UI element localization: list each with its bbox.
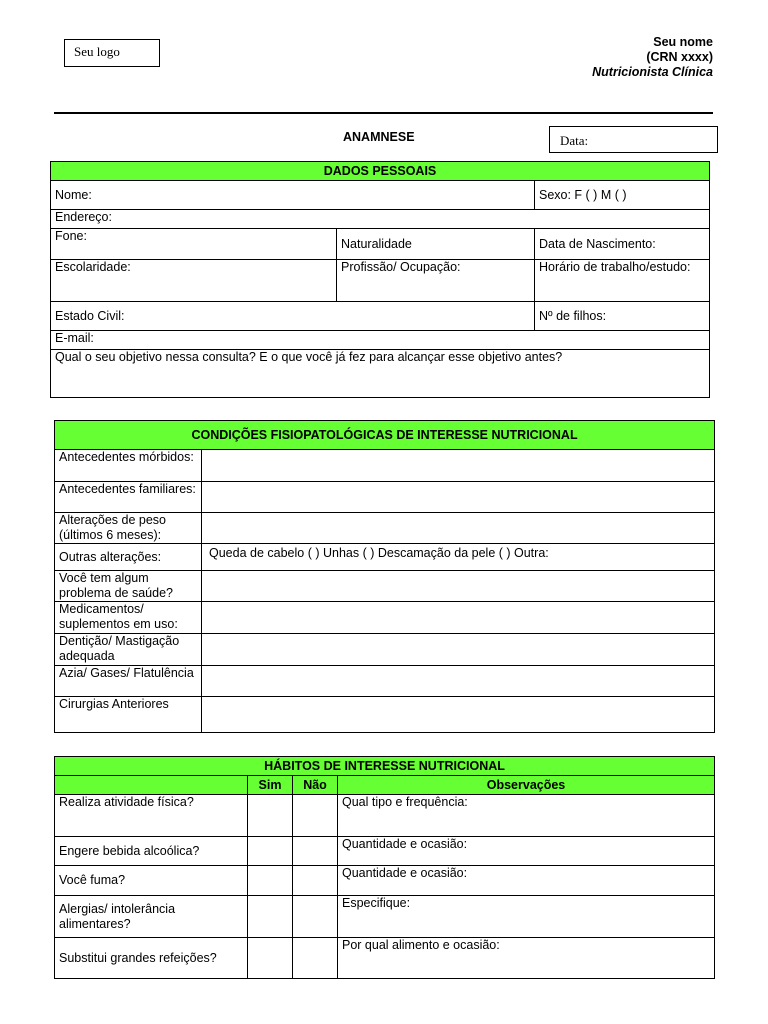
condition-label: Antecedentes familiares: [55, 482, 202, 513]
logo-placeholder: Seu logo [64, 39, 160, 67]
habit-no-cell[interactable] [293, 938, 338, 979]
condition-label: Dentição/ Mastigação adequada [55, 634, 202, 666]
habit-no-cell[interactable] [293, 896, 338, 938]
habits-header: HÁBITOS DE INTERESSE NUTRICIONAL [55, 757, 715, 776]
observations-column-header: Observações [338, 776, 715, 795]
header-divider [54, 112, 713, 114]
condition-answer[interactable] [202, 513, 715, 544]
habit-question: Engere bebida alcoólica? [55, 837, 248, 866]
yes-column-header: Sim [248, 776, 293, 795]
professional-info [592, 35, 713, 80]
condition-answer[interactable] [202, 482, 715, 513]
document-title: ANAMNESE [343, 130, 415, 144]
name-field[interactable]: Nome: [51, 181, 535, 210]
no-column-header: Não [293, 776, 338, 795]
habit-no-cell[interactable] [293, 795, 338, 837]
habit-yes-cell[interactable] [248, 795, 293, 837]
habit-observation[interactable]: Qual tipo e frequência: [338, 795, 715, 837]
condition-label: Antecedentes mórbidos: [55, 450, 202, 482]
condition-label: Azia/ Gases/ Flatulência [55, 666, 202, 697]
personal-data-header: DADOS PESSOAIS [51, 162, 710, 181]
professional-crn: (CRN xxxx) [646, 50, 713, 64]
habit-yes-cell[interactable] [248, 866, 293, 896]
condition-answer[interactable] [202, 571, 715, 602]
children-field[interactable]: Nº de filhos: [535, 302, 710, 331]
address-field[interactable]: Endereço: [51, 210, 710, 229]
sex-field[interactable]: Sexo: F ( ) M ( ) [535, 181, 710, 210]
habit-yes-cell[interactable] [248, 896, 293, 938]
habits-table [54, 756, 715, 979]
condition-answer[interactable] [202, 666, 715, 697]
habit-observation[interactable]: Quantidade e ocasião: [338, 837, 715, 866]
condition-label: Medicamentos/ suplementos em uso: [55, 602, 202, 634]
condition-label: Você tem algum problema de saúde? [55, 571, 202, 602]
condition-label: Cirurgias Anteriores [55, 697, 202, 733]
professional-name: Seu nome [653, 35, 713, 49]
habit-observation[interactable]: Especifique: [338, 896, 715, 938]
marital-status-field[interactable]: Estado Civil: [51, 302, 535, 331]
habit-yes-cell[interactable] [248, 938, 293, 979]
email-field[interactable]: E-mail: [51, 331, 710, 350]
habit-question: Você fuma? [55, 866, 248, 896]
condition-label: Outras alterações: [55, 544, 202, 571]
date-field[interactable]: Data: [549, 126, 718, 153]
condition-answer[interactable] [202, 697, 715, 733]
phone-field[interactable]: Fone: [51, 229, 337, 260]
habit-question: Alergias/ intolerância alimentares? [55, 896, 248, 938]
condition-answer[interactable] [202, 450, 715, 482]
habit-question: Realiza atividade física? [55, 795, 248, 837]
objective-field[interactable]: Qual o seu objetivo nessa consulta? E o que você já fez para alcançar esse objetivo antes? [51, 350, 710, 398]
habit-no-cell[interactable] [293, 837, 338, 866]
conditions-header: CONDIÇÕES FISIOPATOLÓGICAS DE INTERESSE NUTRICIONAL [55, 421, 715, 450]
personal-data-table [50, 161, 710, 398]
birthplace-field[interactable]: Naturalidade [337, 229, 535, 260]
other-alterations-options[interactable]: Queda de cabelo ( ) Unhas ( ) Descamação da pele ( ) Outra: [202, 544, 715, 571]
professional-role: Nutricionista Clínica [592, 65, 713, 79]
condition-label: Alterações de peso (últimos 6 meses): [55, 513, 202, 544]
habit-observation[interactable]: Por qual alimento e ocasião: [338, 938, 715, 979]
occupation-field[interactable]: Profissão/ Ocupação: [337, 260, 535, 302]
condition-answer[interactable] [202, 602, 715, 634]
birthdate-field[interactable]: Data de Nascimento: [535, 229, 710, 260]
condition-answer[interactable] [202, 634, 715, 666]
habit-yes-cell[interactable] [248, 837, 293, 866]
habits-question-col [55, 776, 248, 795]
habit-question: Substitui grandes refeições? [55, 938, 248, 979]
habit-no-cell[interactable] [293, 866, 338, 896]
work-hours-field[interactable]: Horário de trabalho/estudo: [535, 260, 710, 302]
habit-observation[interactable]: Quantidade e ocasião: [338, 866, 715, 896]
conditions-table [54, 420, 715, 733]
education-field[interactable]: Escolaridade: [51, 260, 337, 302]
